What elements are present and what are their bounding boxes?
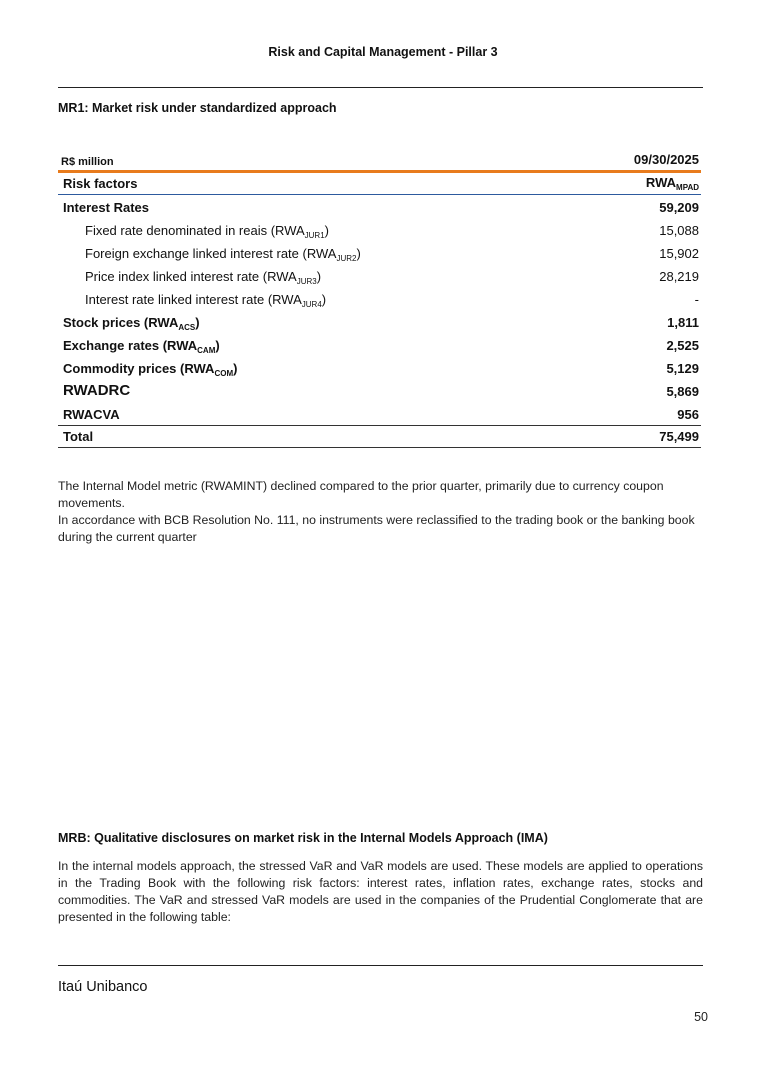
row-value: 5,129 [666,361,699,376]
row-value: 2,525 [666,338,699,353]
table-row [58,356,701,379]
row-value: 28,219 [659,269,699,284]
row-value: 15,088 [659,223,699,238]
mrb-paragraph [58,858,703,926]
row-value: 956 [677,407,699,422]
risk-factors-header: Risk factors [63,176,138,191]
table-row [58,379,701,402]
mr1-section-title: MR1: Market risk under standardized approach [58,101,337,115]
body-paragraph: In the internal models approach, the stressed VaR and VaR models are used. These models are applied to operations in the Trading Book with the following risk factors: interest rates, inflation rates, exchange rates, stocks and commodities. The VaR and stressed VaR models are used in the companies of the Prudential Conglomerate that are presented in the following table: [58,859,703,924]
table-row [58,287,701,310]
table-header-row [58,173,701,195]
page-header-title: Risk and Capital Management - Pillar 3 [268,45,498,59]
header-divider [58,87,703,88]
mr1-notes [58,478,703,546]
unit-label: R$ million [61,156,114,168]
row-label: Stock prices $(RWA_{ACS})$ [63,315,200,332]
row-label: RWADRC [63,382,131,399]
table-row [58,195,701,218]
row-label: Interest rate linked interest rate $(RWA_{JUR4})$ [85,292,327,309]
rwa-header: $RWA_{MPAD}$ [645,175,699,192]
footer-divider [58,965,703,966]
row-label: Price index linked interest rate $(RWA_{JUR3})$ [85,269,322,286]
row-label: RWACVA [63,407,120,422]
table-row [58,402,701,425]
row-value: 5,869 [666,384,699,399]
row-label: Interest Rates [63,200,149,215]
row-value: - [694,292,699,307]
table-unit-row [58,150,701,170]
row-value: 15,902 [659,246,699,261]
table-row [58,310,701,333]
footer-brand: Itaú Unibanco [58,979,148,995]
row-label: Commodity prices $(RWA_{COM})$ [63,361,238,378]
table-total-row [58,425,701,448]
table-row [58,333,701,356]
row-label: Total [63,429,94,444]
mr1-table [58,150,701,448]
table-row [58,264,701,287]
row-value: 1,811 [667,315,699,330]
mrb-section-title: MRB: Qualitative disclosures on market risk in the Internal Models Approach (IMA) [58,831,548,845]
row-label: Exchange rates $(RWA_{CAM})$ [63,338,220,355]
row-label: Foreign exchange linked interest rate $(RWA_{JUR2})$ [85,246,361,263]
row-value: 75,499 [659,429,699,444]
page-number: 50 [694,1010,708,1024]
table-row [58,218,701,241]
date-column-label: 09/30/2025 [633,152,699,167]
note-paragraph: In accordance with BCB Resolution No. 111, no instruments were reclassified to the trading book or the banking book during the current quarter [58,513,695,544]
note-paragraph: The Internal Model metric (RWAMINT) declined compared to the prior quarter, primarily due to currency coupon movements. [58,479,664,510]
row-value: 59,209 [659,200,699,215]
table-row [58,241,701,264]
row-label: Fixed rate denominated in reais $(RWA_{JUR1})$ [85,223,330,240]
